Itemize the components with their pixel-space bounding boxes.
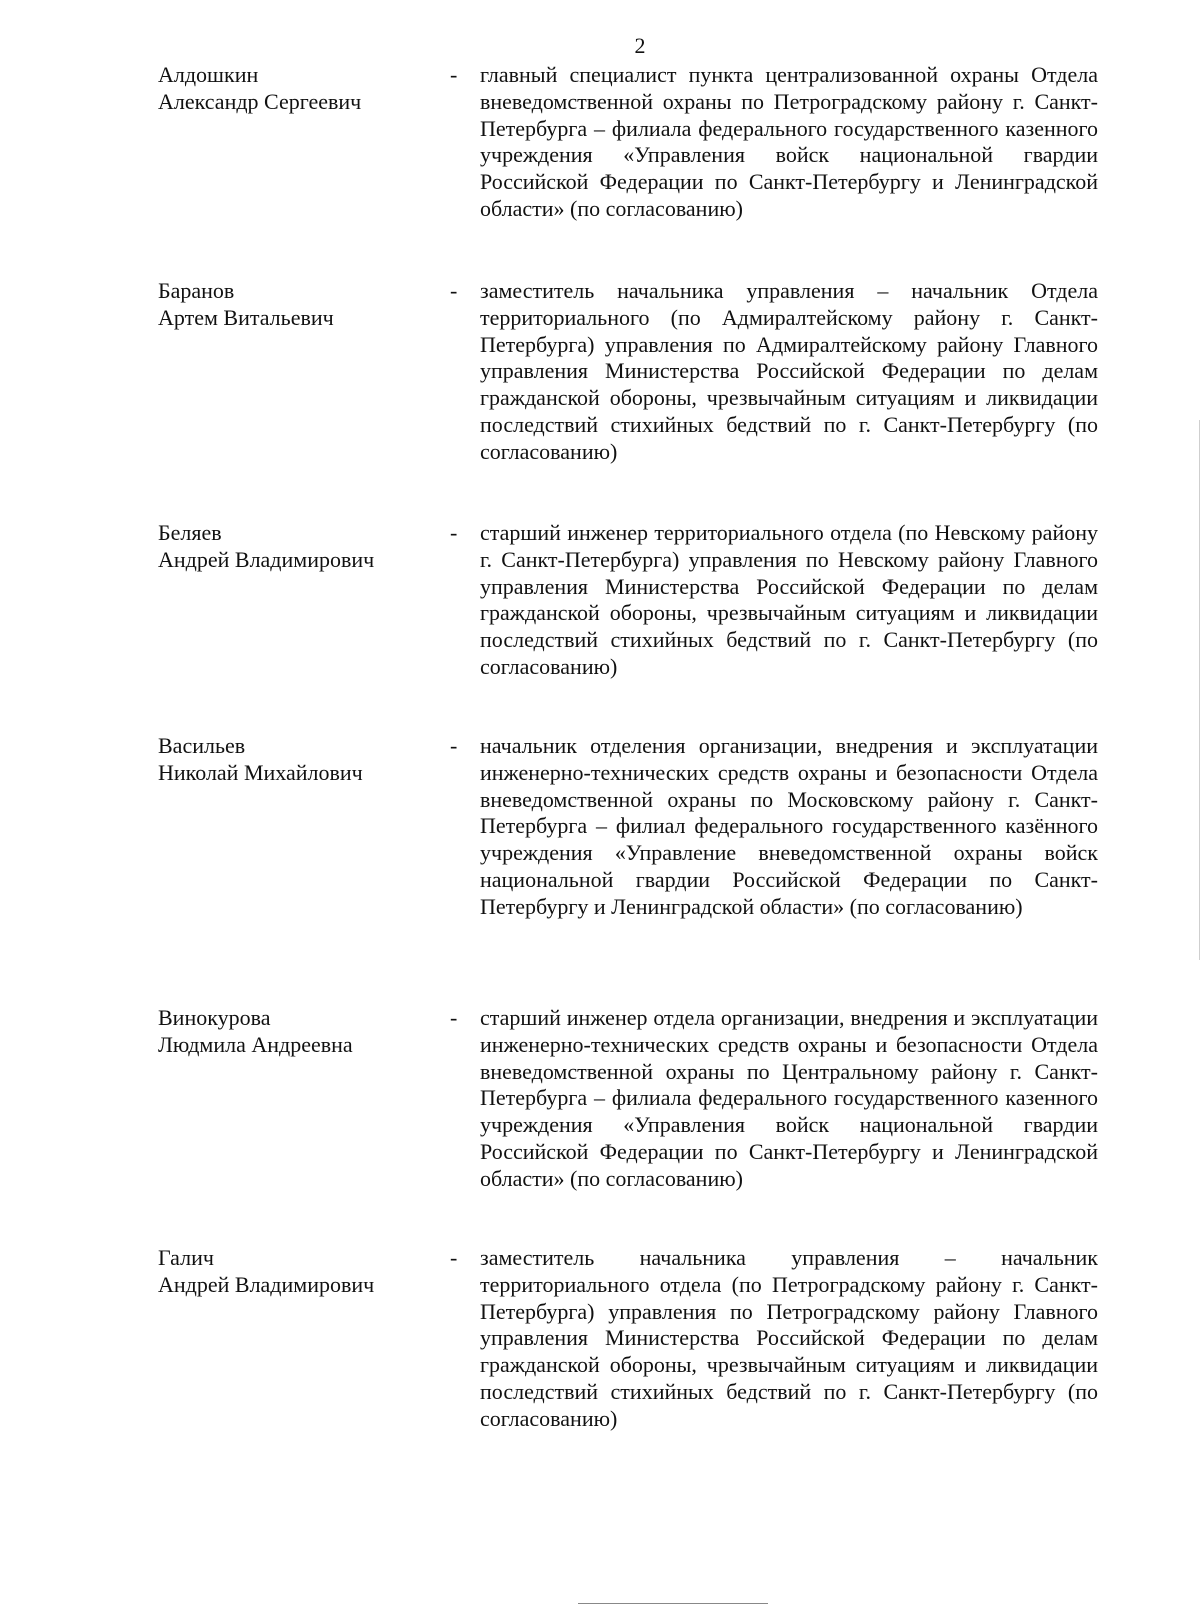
person-name [158, 62, 448, 116]
person-name [158, 1005, 448, 1059]
entry-description: главный специалист пункта централизованной охраны Отдела вневедомственной охраны по Петроградскому району г. Санкт-Петербурга – филиала федерального государственного казенного учреждения «Управления войск национальной гвардии Российской Федерации по Санкт-Петербургу и Ленинградской области» (по согласованию) [480, 62, 1098, 221]
person-name [158, 278, 448, 332]
person-name [158, 520, 448, 574]
entry-dash: - [450, 278, 458, 303]
person-surname: Беляев [158, 520, 222, 545]
person-given-name: Людмила Андреевна [158, 1031, 353, 1057]
person-given-name: Андрей Владимирович [158, 546, 375, 572]
entry-description: старший инженер территориального отдела (по Невскому району г. Санкт-Петербурга) управления по Невскому району Главного управления Министерства Российской Федерации по делам гражданской обороны, чрезвычайным ситуациям и ликвидации последствий стихийных бедствий по г. Санкт-Петербургу (по согласованию) [480, 520, 1098, 679]
scan-bottom-line [578, 1603, 768, 1604]
entry-dash: - [450, 733, 458, 758]
person-surname: Винокурова [158, 1005, 271, 1030]
person-name [158, 1245, 448, 1299]
person-given-name: Артем Витальевич [158, 304, 334, 330]
person-surname: Васильев [158, 733, 246, 758]
person-surname: Алдошкин [158, 62, 259, 87]
entry-dash: - [450, 62, 458, 87]
entry-dash: - [450, 1245, 458, 1270]
entry-description: заместитель начальника управления – начальник территориального отдела (по Петроградскому району г. Санкт-Петербурга) управления по Петроградскому району Главного управления Министерства Российской Федерации по делам гражданской обороны, чрезвычайным ситуациям и ликвидации последствий стихийных бедствий по г. Санкт-Петербургу (по согласованию) [480, 1245, 1098, 1431]
page-number: 2 [634, 33, 646, 58]
person-name [158, 733, 448, 787]
person-given-name: Александр Сергеевич [158, 88, 362, 114]
person-given-name: Николай Михайлович [158, 759, 363, 785]
entry-dash: - [450, 1005, 458, 1030]
entry-description: начальник отделения организации, внедрения и эксплуатации инженерно-технических средств охраны и безопасности Отдела вневедомственной охраны по Московскому району г. Санкт-Петербурга – филиал федерального государственного казённого учреждения «Управление вневедомственной охраны войск национальной гвардии Российской Федерации по Санкт-Петербургу и Ленинградской области» (по согласованию) [480, 733, 1098, 919]
person-surname: Галич [158, 1245, 214, 1270]
entry-dash: - [450, 520, 458, 545]
entry-description: старший инженер отдела организации, внедрения и эксплуатации инженерно-технических средств охраны и безопасности Отдела вневедомственной охраны по Центральному району г. Санкт-Петербурга – филиала федерального государственного казенного учреждения «Управления войск национальной гвардии Российской Федерации по Санкт-Петербургу и Ленинградской области» (по согласованию) [480, 1005, 1098, 1191]
entry-description: заместитель начальника управления – начальник Отдела территориального (по Адмиралтейскому району г. Санкт-Петербурга) управления по Адмиралтейскому району Главного управления Министерства Российской Федерации по делам гражданской обороны, чрезвычайным ситуациям и ликвидации последствий стихийных бедствий по г. Санкт-Петербургу (по согласованию) [480, 278, 1098, 464]
person-surname: Баранов [158, 278, 235, 303]
person-given-name: Андрей Владимирович [158, 1271, 375, 1297]
